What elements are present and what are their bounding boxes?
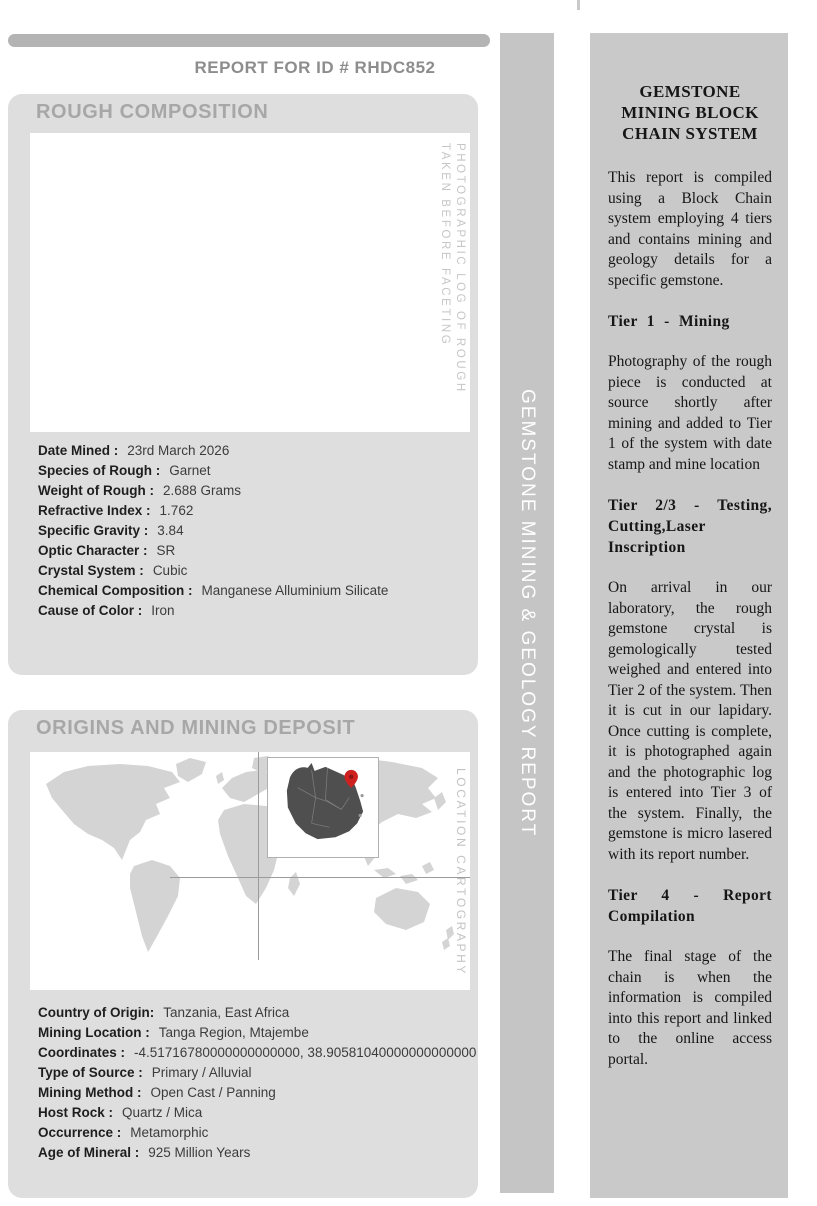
tanzania-shape <box>268 758 378 857</box>
photo-caption-line1: PHOTOGRAPHIC LOG OF ROUGH <box>454 143 466 394</box>
field-row: Mining Location : Tanga Region, Mtajembe <box>38 1025 309 1040</box>
field-row: Occurrence : Metamorphic <box>38 1125 209 1140</box>
field-row: Coordinates : -4.51716780000000000000, 38.90581040000000000000 <box>38 1045 477 1060</box>
field-row: Cause of Color : Iron <box>38 603 175 618</box>
photo-caption-line2: TAKEN BEFORE FACETING <box>439 143 451 347</box>
rough-composition-heading: ROUGH COMPOSITION <box>36 101 269 123</box>
top-frame-bar <box>8 34 490 47</box>
vertical-banner <box>500 33 554 1193</box>
origins-section <box>8 710 478 1198</box>
tier23-body: On arrival in our laboratory, the rough gemstone crystal is gemologically tested weighed and entered into Tier 2 of the system. Then it is cut in our lapidary. Once cutting is complete, it is photographed again and the photographic log is entered into Tier 3 of the system. Finally, the gemstone is micro lasered with its report number. <box>608 579 772 863</box>
vertical-banner-text: GEMSTONE MINING & GEOLOGY REPORT <box>517 388 538 838</box>
blockchain-info-sidebar <box>590 33 788 1198</box>
sidebar-intro: This report is compiled using a Block Chain system employing 4 tiers and contains mining and geology details for a specific gemstone. <box>608 169 772 289</box>
field-row: Species of Rough : Garnet <box>38 463 211 478</box>
rough-composition-section <box>8 94 478 675</box>
page-title: REPORT FOR ID # RHDC852 <box>194 58 436 77</box>
field-row: Age of Mineral : 925 Million Years <box>38 1145 251 1160</box>
field-row: Type of Source : Primary / Alluvial <box>38 1065 252 1080</box>
photo-caption <box>437 143 467 394</box>
origins-fields <box>38 1003 477 1163</box>
tanzania-inset-map <box>267 757 379 858</box>
field-row: Crystal System : Cubic <box>38 563 188 578</box>
tier23-heading: Tier 2/3 - Testing, Cutting,Laser Inscription <box>608 497 772 556</box>
tier1-heading: Tier 1 - Mining <box>608 313 730 330</box>
tier4-body: The final stage of the chain is when the information is compiled into this report and linked to the online access portal. <box>608 948 772 1068</box>
rough-composition-fields <box>38 441 466 621</box>
origins-heading: ORIGINS AND MINING DEPOSIT <box>36 717 356 739</box>
tier1-body: Photography of the rough piece is conducted at source shortly after mining and added to Tier 1 of the system with date stamp and mine location <box>608 353 772 473</box>
rough-photo-area <box>30 133 470 432</box>
map-caption: LOCATION CARTOGRAPHY <box>454 768 468 977</box>
field-row: Mining Method : Open Cast / Panning <box>38 1085 276 1100</box>
location-map <box>30 752 470 990</box>
sidebar-title: GEMSTONE MINING BLOCK CHAIN SYSTEM <box>621 82 759 143</box>
field-row: Date Mined : 23rd March 2026 <box>38 443 230 458</box>
map-crosshair-horizontal <box>170 877 470 878</box>
field-row: Host Rock : Quartz / Mica <box>38 1105 203 1120</box>
field-row: Specific Gravity : 3.84 <box>38 523 184 538</box>
field-row: Weight of Rough : 2.688 Grams <box>38 483 242 498</box>
world-map-image <box>30 754 470 964</box>
map-crosshair-vertical <box>258 752 259 960</box>
field-row: Chemical Composition : Manganese Alluminium Silicate <box>38 583 389 598</box>
field-row: Optic Character : SR <box>38 543 176 558</box>
field-row: Country of Origin: Tanzania, East Africa <box>38 1005 290 1020</box>
field-row: Refractive Index : 1.762 <box>38 503 194 518</box>
tier4-heading: Tier 4 - Report Compilation <box>608 887 772 925</box>
top-edge-mark <box>577 0 580 10</box>
